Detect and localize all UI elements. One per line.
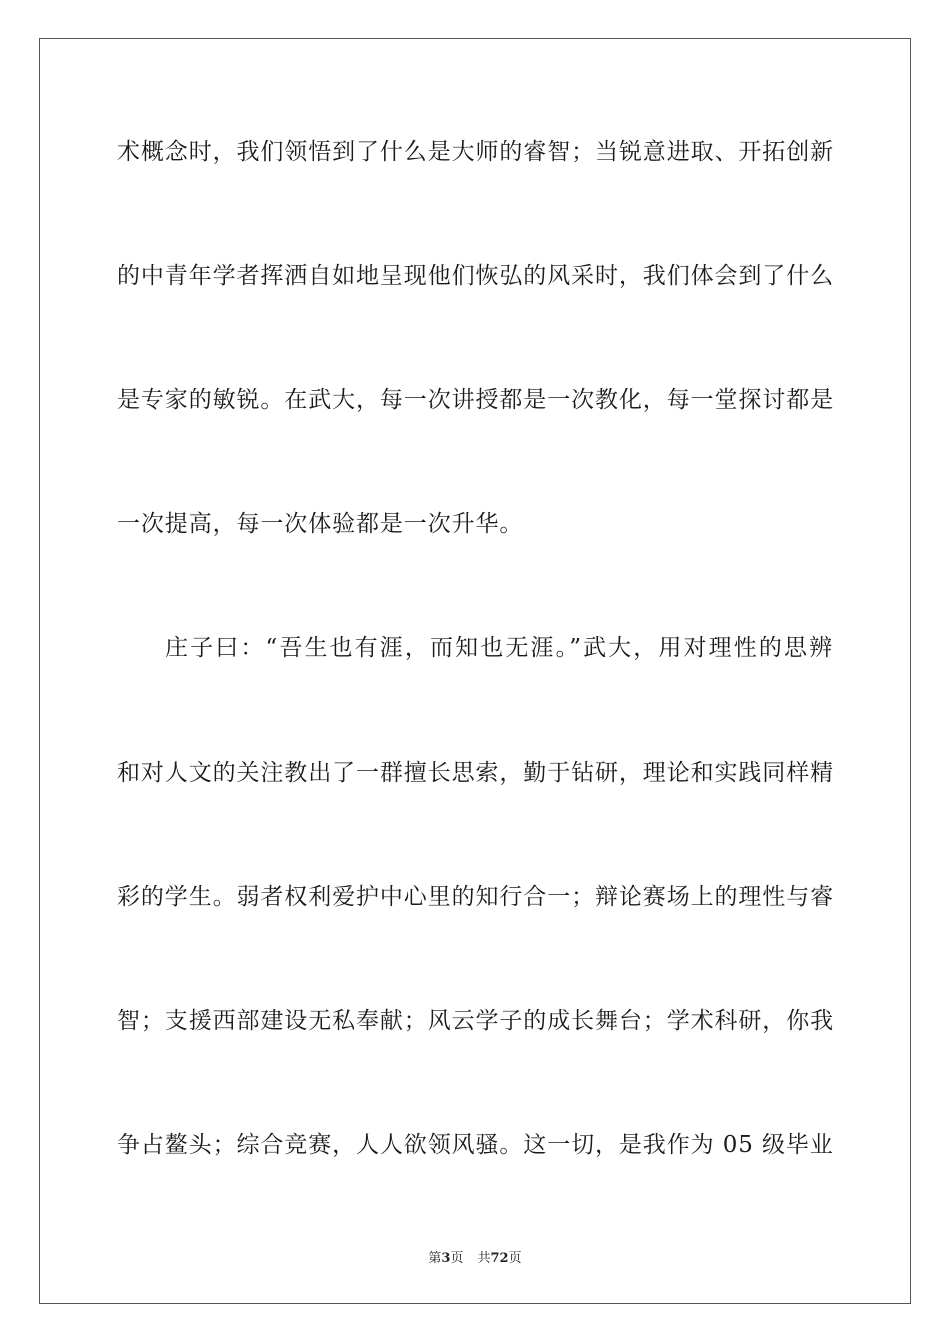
page-total: 72 xyxy=(490,1251,509,1266)
page-border xyxy=(39,38,911,1304)
page-footer xyxy=(0,1247,950,1266)
page-suffix: 页 xyxy=(450,1251,464,1266)
body-line: 的中青年学者挥洒自如地呈现他们恢弘的风采时，我们体会到了什么 xyxy=(117,263,834,289)
total-suffix: 页 xyxy=(508,1251,522,1266)
body-line: 和对人文的关注教出了一群擅长思索，勤于钻研，理论和实践同样精 xyxy=(117,760,834,786)
total-prefix: 共 xyxy=(477,1251,491,1266)
body-line: 术概念时，我们领悟到了什么是大师的睿智；当锐意进取、开拓创新 xyxy=(117,139,834,165)
paragraph-first-line: 庄子曰：“吾生也有涯，而知也无涯。”武大，用对理性的思辨 xyxy=(165,635,833,661)
body-line: 是专家的敏锐。在武大，每一次讲授都是一次教化，每一堂探讨都是 xyxy=(117,387,834,413)
body-line: 智；支援西部建设无私奉献；风云学子的成长舞台；学术科研，你我 xyxy=(117,1008,834,1034)
body-line: 争占鳌头；综合竞赛，人人欲领风骚。这一切，是我作为 05 级毕业 xyxy=(117,1132,834,1158)
page-prefix: 第 xyxy=(428,1251,442,1266)
page-current: 3 xyxy=(441,1251,451,1266)
body-line: 一次提高，每一次体验都是一次升华。 xyxy=(117,511,524,537)
body-line: 彩的学生。弱者权利爱护中心里的知行合一；辩论赛场上的理性与睿 xyxy=(117,884,834,910)
